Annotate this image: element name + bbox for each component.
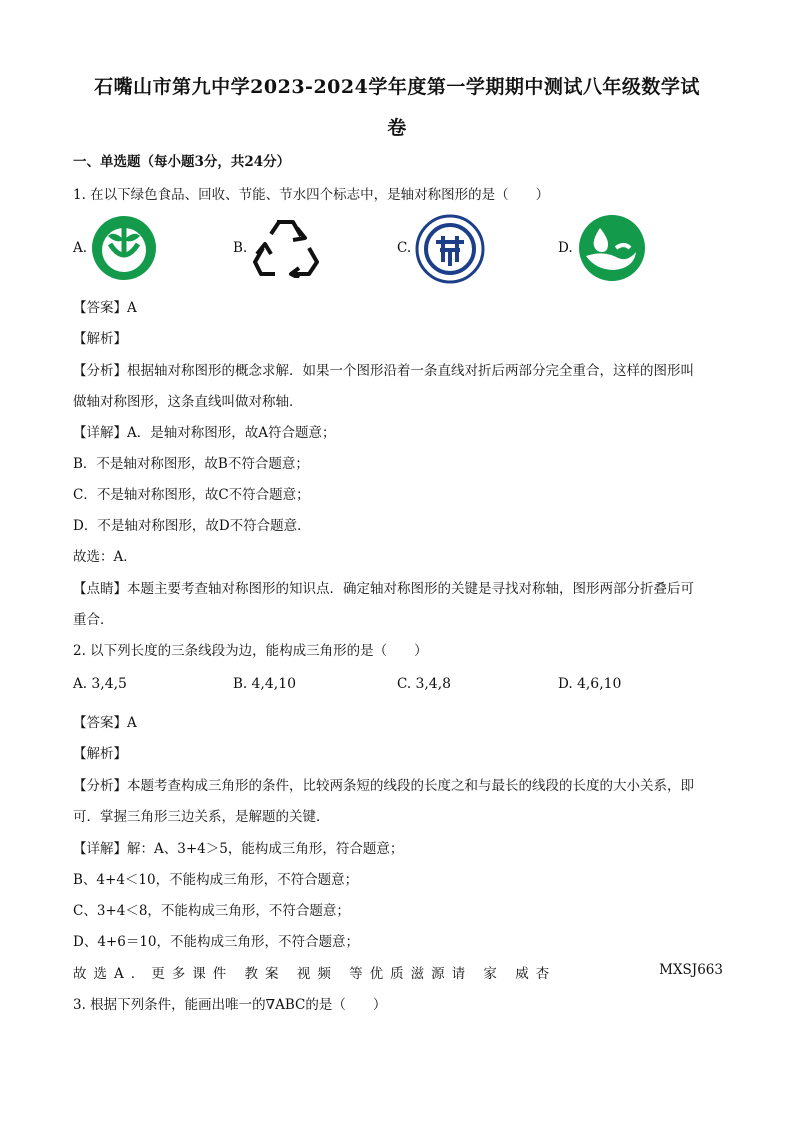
q2-option-d-value: 4,6,10: [576, 676, 622, 692]
q2-analysis-line-1: 【分析】本题考查构成三角形的条件，比较两条短的线段的长度之和与最长的线段的长度的大小关系，即: [73, 778, 694, 794]
q2-detail-line-4: D、4+6＝10，不能构成三角形，不符合题意；: [73, 934, 359, 950]
energy-saving-logo-icon: [415, 214, 485, 284]
q2-detail-line-2: B、4+4＜10，不能构成三角形，不符合题意；: [73, 872, 359, 888]
q1-option-c-label: C.: [397, 240, 412, 256]
q1-detail-line-1: 【详解】A．是轴对称图形，故A符合题意；: [73, 425, 336, 441]
q1-choose: 故选：A．: [73, 549, 137, 565]
q2-answer: 【答案】A: [73, 715, 137, 731]
q2-option-d-label: D.: [558, 676, 573, 692]
q2-option-a: [73, 676, 127, 692]
q1-point-line-2: 重合．: [73, 612, 114, 628]
question-2-stem: 2. 以下列长度的三条线段为边，能构成三角形的是（ ）: [73, 643, 428, 659]
promo-text: 故选A．更多课件 教案 视频 等优质滋源请 家 威杏: [73, 966, 557, 982]
q1-analysis-line-1: 【分析】根据轴对称图形的概念求解．如果一个图形沿着一条直线对折后两部分完全重合，这样的图形叫: [73, 363, 694, 379]
section-heading: 一、单选题（每小题3分，共24分）: [73, 154, 291, 170]
q2-option-a-value: 3,4,5: [91, 676, 127, 692]
question-1-stem: 1. 在以下绿色食品、回收、节能、节水四个标志中，是轴对称图形的是（ ）: [73, 187, 550, 203]
q2-option-a-label: A.: [73, 676, 88, 692]
question-3-stem: 3. 根据下列条件，能画出唯一的∇ABC的是（ ）: [73, 997, 387, 1013]
green-food-logo-icon: [90, 214, 158, 282]
q2-option-d: [558, 676, 621, 692]
q1-answer: 【答案】A: [73, 300, 137, 316]
q2-option-b-value: 4,4,10: [251, 676, 297, 692]
q1-option-d-label: D.: [558, 240, 573, 256]
q2-option-b: [233, 676, 296, 692]
q2-analysis-heading: 【解析】: [73, 746, 127, 762]
page-title-line-2: 卷: [387, 117, 407, 139]
q1-analysis-heading: 【解析】: [73, 331, 127, 347]
q1-detail-line-3: C．不是轴对称图形，故C不符合题意；: [73, 487, 310, 503]
water-saving-logo-icon: [578, 214, 646, 282]
page-title-line-1: 石嘴山市第九中学2023-2024学年度第一学期期中测试八年级数学试: [94, 76, 700, 98]
q2-option-b-label: B.: [233, 676, 248, 692]
q2-analysis-line-2: 可．掌握三角形三边关系，是解题的关键．: [73, 809, 330, 825]
q1-point-line-1: 【点睛】本题主要考查轴对称图形的知识点．确定轴对称图形的关键是寻找对称轴，图形两部分折叠后可: [73, 581, 694, 597]
q1-analysis-line-2: 做轴对称图形，这条直线叫做对称轴．: [73, 394, 303, 410]
q1-detail-line-4: D．不是轴对称图形，故D不符合题意．: [73, 518, 311, 534]
q2-option-c-label: C.: [397, 676, 412, 692]
q1-option-b-label: B.: [233, 240, 248, 256]
recycle-logo-icon: [253, 216, 319, 278]
q2-option-c-value: 3,4,8: [415, 676, 452, 692]
q1-option-a-label: A.: [73, 240, 88, 256]
q1-detail-line-2: B．不是轴对称图形，故B不符合题意；: [73, 456, 309, 472]
q2-option-c: [397, 676, 451, 692]
q2-detail-line-3: C、3+4＜8，不能构成三角形，不符合题意；: [73, 903, 350, 919]
q2-detail-line-1: 【详解】解：A、3+4＞5，能构成三角形，符合题意；: [73, 841, 404, 857]
watermark-code: MXSJ663: [659, 962, 723, 978]
